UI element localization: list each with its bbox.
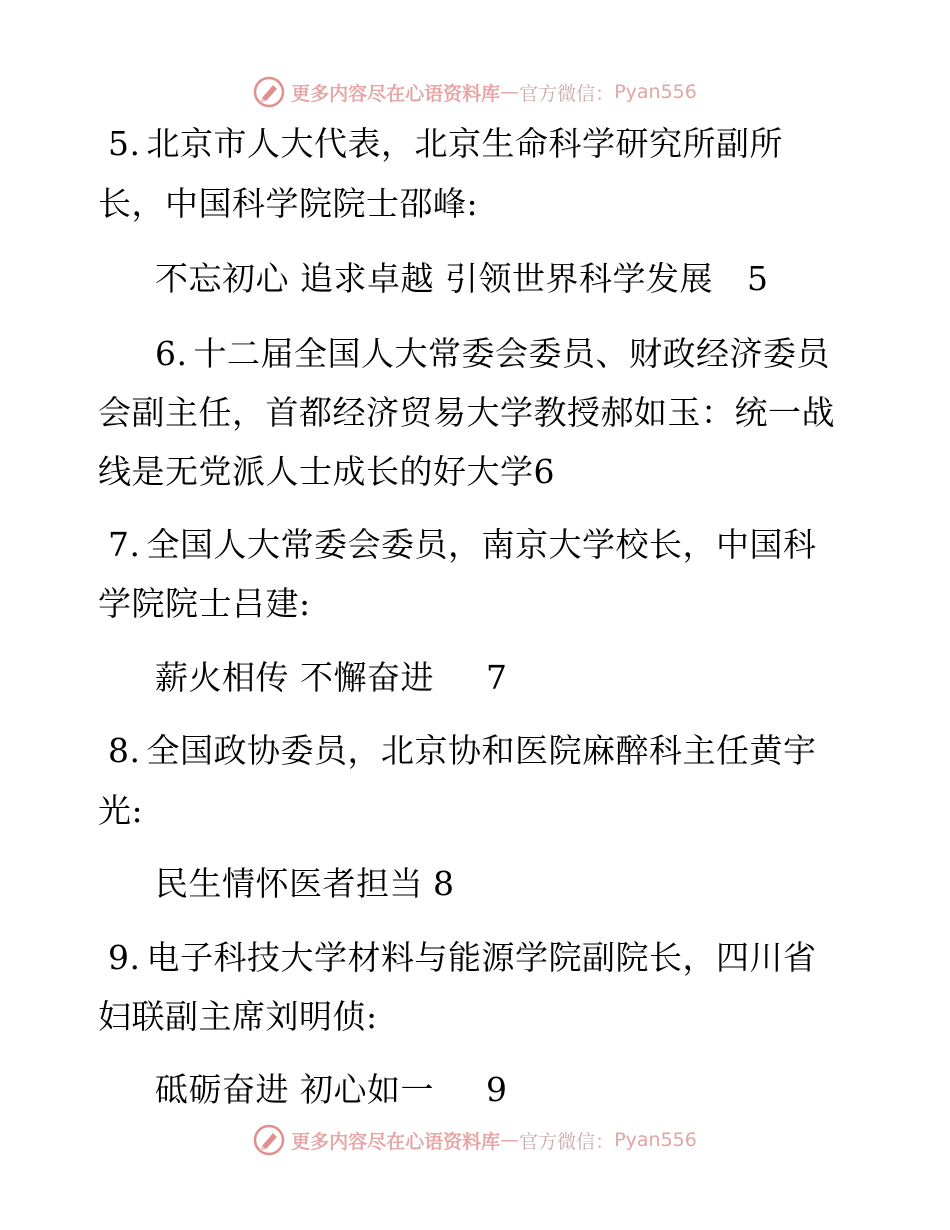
watermark-official-label: 官方微信： <box>519 1130 615 1153</box>
watermark-footer <box>0 1120 950 1160</box>
entry-6-heading-line2: 会副主任，首都经济贸易大学教授郝如玉：统一战 <box>98 393 835 432</box>
entry-7-heading-line1 <box>108 525 817 565</box>
entry-8-title-line <box>155 864 455 904</box>
watermark-header <box>0 72 950 112</box>
watermark-wechat-id: Pyan556 <box>614 81 697 103</box>
entry-8-title: 民生情怀医者担当 <box>155 864 423 903</box>
entry-7-title-line <box>155 658 508 698</box>
entry-9-page-number: 9 <box>486 1070 508 1109</box>
entry-6-page-number: 6 <box>533 452 555 491</box>
entry-8-heading-line2: 光: <box>98 791 144 830</box>
entry-9-title-line <box>155 1070 508 1110</box>
entry-9-heading-line2: 妇联副主席刘明侦: <box>98 997 378 1036</box>
watermark-dash: — <box>500 1129 520 1151</box>
pen-logo-icon <box>253 76 285 108</box>
entry-8-page-number: 8 <box>433 864 455 903</box>
watermark-main-text: 更多内容尽在心语资料库 <box>291 82 501 105</box>
entry-7-page-number: 7 <box>486 658 508 697</box>
entry-5-number: 5. <box>108 124 141 163</box>
entry-7-number: 7. <box>108 525 141 564</box>
entry-5-page-number: 5 <box>746 259 769 298</box>
entry-6-number: 6. <box>155 334 188 373</box>
entry-7-heading-line2: 学院院士吕建: <box>98 584 311 623</box>
entry-5-title: 不忘初心 追求卓越 引领世界科学发展 <box>155 259 713 298</box>
entry-6-heading-line1 <box>155 334 830 374</box>
entry-6-title: 线是无党派人士成长的好大学 <box>98 452 534 491</box>
watermark-main-text: 更多内容尽在心语资料库 <box>291 1130 501 1153</box>
watermark-wechat-id: Pyan556 <box>614 1129 697 1151</box>
entry-5-heading-line1 <box>108 124 783 164</box>
entry-9-number: 9. <box>108 938 141 977</box>
entry-9-title: 砥砺奋进 初心如一 <box>155 1070 434 1109</box>
entry-8-heading-text: 全国政协委员，北京协和医院麻醉科主任黄宇 <box>146 731 817 770</box>
entry-7-title: 薪火相传 不懈奋进 <box>155 658 434 697</box>
entry-5-heading-line2: 长，中国科学院院士邵峰: <box>98 184 479 223</box>
entry-9-heading-text: 电子科技大学材料与能源学院副院长，四川省 <box>146 938 817 977</box>
entry-6-heading-text: 十二届全国人大常委会委员、财政经济委员 <box>193 334 830 373</box>
entry-8-heading-line1 <box>108 731 817 771</box>
entry-5-heading-text: 北京市人大代表，北京生命科学研究所副所 <box>146 124 783 163</box>
entry-6-heading-line3 <box>98 452 555 492</box>
watermark-official-label: 官方微信： <box>519 82 615 105</box>
pen-logo-icon <box>253 1124 285 1156</box>
watermark-dash: — <box>500 81 520 103</box>
entry-9-heading-line1 <box>108 938 817 978</box>
entry-5-title-line <box>155 259 768 299</box>
entry-7-heading-text: 全国人大常委会委员，南京大学校长，中国科 <box>146 525 817 564</box>
entry-8-number: 8. <box>108 731 141 770</box>
